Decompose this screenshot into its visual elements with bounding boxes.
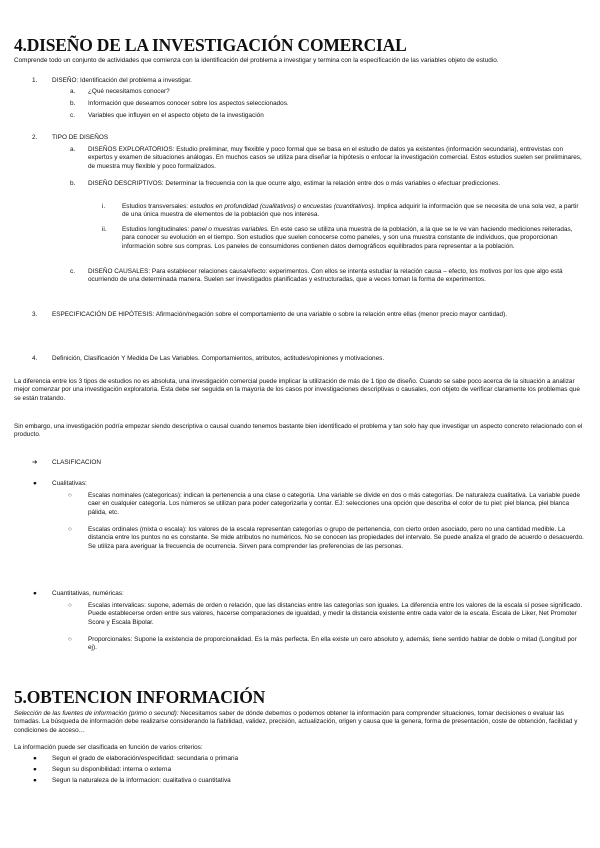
item-2b-i-mark: i. [102,203,106,210]
item-2b-ii-text [122,226,584,251]
sources-text: Necesitamos saber de dónde debemos o podemos obtener la información para comprender situaciones, tomar decisiones o evaluar las tomadas. La búsqueda de información debe realizarse considerando la fiabilidad, validez, precisión, actualización, origen y causa que la genera, forma de presentación, coste de obtención, facilidad y condiciones de acceso… [14,710,578,734]
item-2b-ii-mark: ii. [102,226,107,233]
item-2-number: 2. [32,134,38,141]
bullet-dot-icon: ● [33,755,37,762]
item-4-text: Definición, Clasificación Y Medida De Las Variables. Comportamientos, atributos, actitudes/opiniones y motivaciones. [52,355,385,362]
ordinal-scales-text: Escalas ordinales (mixta o escala): los valores de la escala representan categorías o grupo de pertenencia, con cierto orden asociado, pero no una cantidad medible. La distancia entre los puntos no es constante. Se mide atributos no numéricos. No se conocen las propiedades del intervalo. Se puede analiza el grado de acuerdo o desacuerdo. Se utiliza para averiguar la frecuencia de ocurrencia. Sirven para comprender las preferencias de las personas. [88,526,584,550]
criteria-item: Segun la naturaleza de la informacion: cualitativa o cuantitativa [52,777,231,784]
transversal-lead: Estudios transversales: [122,203,189,210]
proportional-scales-text: Proporcionales: Supone la existencia de proporcionalidad. Es la más perfecta. En ella existe un cero absoluto y, además, tiene sentido hablar de doble o mitad (Longitud por ej). [88,636,577,652]
sources-lead: Selección de las fuentes de información (primo o secund): [14,710,179,717]
longitudinal-rest: En este caso se utiliza una muestra de la población, a la que se le ve van haciendo mediciones reiteradas, para conocer su evolución en el tiempo. Son estudios que suelen conocerse como paneles, y son una muestra constante de individuos, que proporcionan información sobre sus compras. Los paneles de consumidores contienen datos demográficos equilibrados para representar a la población. [122,226,573,250]
item-1b-text: Información que deseamos conocer sobre los aspectos seleccionados. [88,100,289,107]
cuantitativas-heading: Cuantitativas, numéricas: [52,590,124,597]
bullet-dot-icon: ● [33,777,37,784]
transversal-italic: estudios en profundidad (cualitativos) o encuestas (cuantitativos). [189,203,376,210]
item-2c-mark: c. [70,268,75,275]
section-5-title: 5.OBTENCION INFORMACIÓN [14,687,266,707]
section-5-paragraph [14,710,586,735]
arrow-icon: ➔ [32,459,38,466]
item-2a-text: DISEÑOS EXPLORATORIOS: Estudio preliminar, muy flexible y poco formal que se basa en el estudio de datos ya existentes (información secundaria), entrevistas con expertos y examen de situaciones análogas. En muchos casos se utiliza para diseñar la hipótesis o enfocar la investigación comercial. Estos estudios suelen ser preliminares, de muestra muy flexible y poco formalizados. [88,146,582,170]
cualitativas-heading: Cualitativas: [52,480,87,487]
section-4-title: 4.DISEÑO DE LA INVESTIGACIÓN COMERCIAL [14,35,407,55]
item-2b-mark: b. [70,180,76,187]
item-1-label: DISEÑO: Identificación del problema a investigar. [52,77,192,84]
bullet-circle-icon: ○ [68,492,72,499]
item-2c-text: DISEÑO CAUSALES: Para establecer relaciones causa/efecto: experimentos. Con ellos se intenta estudiar la relación causa – efecto, los motivos por los que algo está ocurriendo de una determinada manera. Suelen ser investigados planificadas y estructuradas, que a veces toman la forma de experimentos. [88,268,563,284]
item-1c-mark: c. [70,112,75,119]
item-4-number: 4. [32,355,38,362]
bullet-circle-icon: ○ [68,526,72,533]
bullet-dot-icon: ● [33,590,37,597]
classify-intro: La información puede ser clasificada en función de varios criterios: [14,744,203,751]
bullet-circle-icon: ○ [68,602,72,609]
item-3-text: ESPECIFICACIÓN DE HIPÓTESIS: Afirmación/negación sobre el comportamiento de una variable o sobre la relación entre ellas (menor precio mayor cantidad). [52,311,508,318]
item-1a-mark: a. [70,88,76,95]
interval-scales-text: Escalas intervalicas: supone, además de orden o relación, que las distancias entre las categorías son iguales. La diferencia entre los valores de la escala sí posee significado. Puede establecerse orden entre sus valores, hacerse comparaciones de igualdad, y medir la distancia existente entre cada valor de la escala. Escala de Liker, Net Promoter Score y Escala Bipolar. [88,602,583,626]
item-2b-text: DISEÑO DESCRIPTIVOS: Determinar la frecuencia con la que ocurre algo, estimar la relación entre dos o más variables o efectuar predicciones. [88,180,501,187]
longitudinal-lead: Estudios longitudinales: [122,226,190,233]
bullet-dot-icon: ● [33,766,37,773]
transversal-rest: Implica adquirir la información que se necesita de una sola vez, a partir de una única muestra de elementos de la población que nos interesa. [122,203,579,219]
item-2a-mark: a. [70,146,76,153]
item-3-number: 3. [32,311,38,318]
paragraph-differences: La diferencia entre los 3 tipos de estudios no es absoluta, una investigación comercial puede implicar la utilización de más de 1 tipo de diseño. Cuando se sabe poco acerca de la situación a analizar mejor comenzar por una investigación exploratoria. Esta debe ser seguida en la mayoría de los casos por investigaciones descriptivas o causales, con objeto de verificar claramente los problemas que se están tratando. [14,378,580,402]
clasificacion-heading: CLASIFICACION [52,459,102,466]
item-2b-i-text [122,203,584,220]
criteria-item: Segun el grado de elaboración/especifidad: secundaria o primaria [52,755,239,762]
nominal-scales-text: Escalas nominales (categoricas): indican la pertenencia a una clase o categoría. Una variable se divide en dos o más categorías. De naturaleza cualitativa. La variable puede caer en cualquier categoría. Los números se utilizan para poder categorizarla y contar. EJ: selecciones una opción que describa el color de tu piel: piel blanca, piel blanca pálida, etc. [88,492,581,516]
item-1b-mark: b. [70,100,76,107]
item-1-number: 1. [32,77,38,84]
bullet-circle-icon: ○ [68,636,72,643]
bullet-dot-icon: ● [33,480,37,487]
item-2-label: TIPO DE DISEÑOS [52,134,109,141]
paragraph-however: Sin embargo, una investigación podría empezar siendo descriptiva o causal cuando tenemos bastante bien identificado el problema y tan solo hay que investigar un aspecto concreto relacionado con el producto. [14,423,583,439]
item-1c-text: Variables que influyen en el aspecto objeto de la investigación [88,112,264,119]
item-1a-text: ¿Qué necesitamos conocer? [88,88,170,95]
section-4-intro: Comprende todo un conjunto de actividades que comienza con la identificación del problema a investigar y termina con la especificación de las variables objeto de estudio. [14,57,499,64]
longitudinal-italic: panel o muestras variables. [190,226,270,233]
criteria-item: Segun su disponibilidad: interna o externa [52,766,172,773]
